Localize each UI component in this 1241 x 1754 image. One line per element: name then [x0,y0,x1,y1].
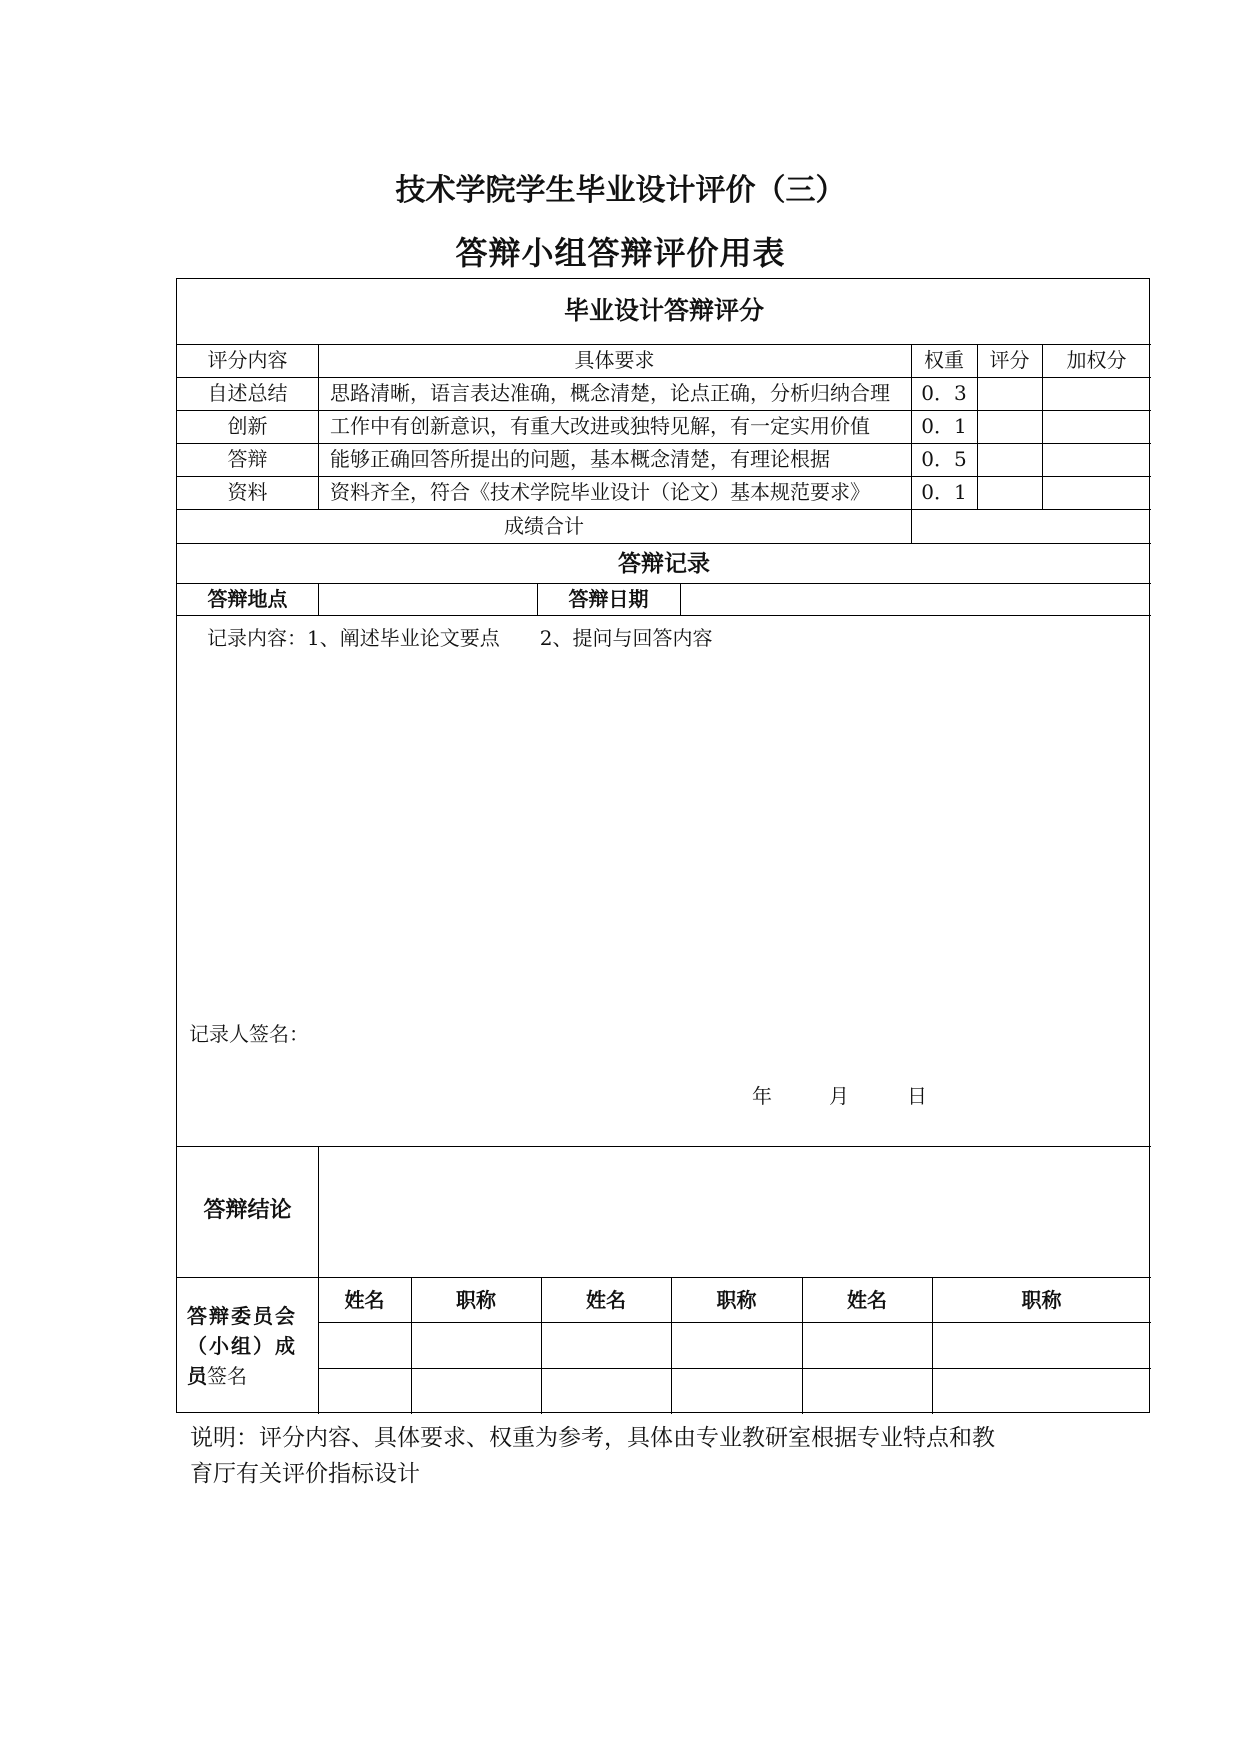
date-input[interactable] [680,583,1151,615]
notes [190,1420,1090,1492]
committee-col-name: 姓名 [847,1288,887,1312]
header-score: 评分 [989,348,1030,372]
row-content-cell: 答辩 [227,447,268,471]
row-weight-cell: 0．1 [921,414,967,438]
header-content: 评分内容 [207,348,288,372]
row-weight-cell: 0．5 [921,447,967,471]
evaluation-form-table [176,278,1150,1413]
document-subtitle: 答辩小组答辩评价用表 [455,234,786,272]
location-input[interactable] [318,583,537,615]
row-requirement-cell: 资料齐全，符合《技术学院毕业设计（论文）基本规范要求》 [330,480,870,504]
date-month-label: 月 [829,1084,849,1108]
row-requirement-cell: 思路清晰，语言表达准确，概念清楚，论点正确，分析归纳合理 [330,381,890,405]
conclusion-label: 答辩结论 [203,1198,292,1223]
committee-col-title: 职称 [1021,1288,1062,1312]
notes-line1: 说明：评分内容、具体要求、权重为参考，具体由专业教研室根据专业特点和教 [190,1425,995,1451]
row-content-cell: 自述总结 [207,381,288,405]
score-input[interactable] [977,377,1042,410]
committee-label-line1: 答辩委员会 [187,1304,297,1328]
conclusion-input[interactable] [318,1146,1151,1277]
record-section-heading: 答辩记录 [618,551,710,577]
committee-col-title: 职称 [716,1288,757,1312]
weighted-score-input[interactable] [1042,377,1151,410]
row-content-cell: 资料 [227,480,268,504]
weighted-score-input[interactable] [1042,476,1151,509]
header-weighted: 加权分 [1066,348,1127,372]
committee-label-line2: （小组）成 [187,1334,297,1358]
weighted-score-input[interactable] [1042,443,1151,476]
row-content-cell: 创新 [227,414,268,438]
score-input[interactable] [977,410,1042,443]
committee-label-line3-rest: 签名 [207,1364,247,1388]
row-requirement-cell: 工作中有创新意识，有重大改进或独特见解，有一定实用价值 [330,414,870,438]
score-input[interactable] [977,443,1042,476]
score-section-heading: 毕业设计答辩评分 [563,296,764,325]
date-label: 答辩日期 [568,587,649,611]
committee-label-line3-bold: 员 [187,1364,207,1388]
record-content-label: 记录内容：1、阐述毕业论文要点 2、提问与回答内容 [207,626,713,650]
location-label: 答辩地点 [207,587,288,611]
row-requirement-cell: 能够正确回答所提出的问题，基本概念清楚，有理论根据 [330,447,830,471]
record-content-area[interactable] [177,651,1151,1021]
total-score-input[interactable] [911,509,1151,543]
date-year-label: 年 [752,1084,772,1108]
committee-signature-row[interactable] [318,1322,1151,1368]
committee-col-title: 职称 [456,1288,496,1312]
header-requirement: 具体要求 [574,348,655,372]
weighted-score-input[interactable] [1042,410,1151,443]
row-weight-cell: 0．3 [921,381,967,405]
score-input[interactable] [977,476,1042,509]
row-weight-cell: 0．1 [921,480,967,504]
header-weight: 权重 [924,348,964,372]
document-title: 技术学院学生毕业设计评价（三） [395,173,846,208]
committee-col-name: 姓名 [586,1288,626,1312]
committee-signature-row[interactable] [318,1368,1151,1414]
date-day-label: 日 [907,1084,927,1108]
notes-line2: 育厅有关评价指标设计 [190,1461,420,1487]
committee-col-name: 姓名 [344,1288,385,1312]
recorder-signature-label: 记录人签名： [189,1022,309,1046]
total-score-label: 成绩合计 [504,514,584,538]
